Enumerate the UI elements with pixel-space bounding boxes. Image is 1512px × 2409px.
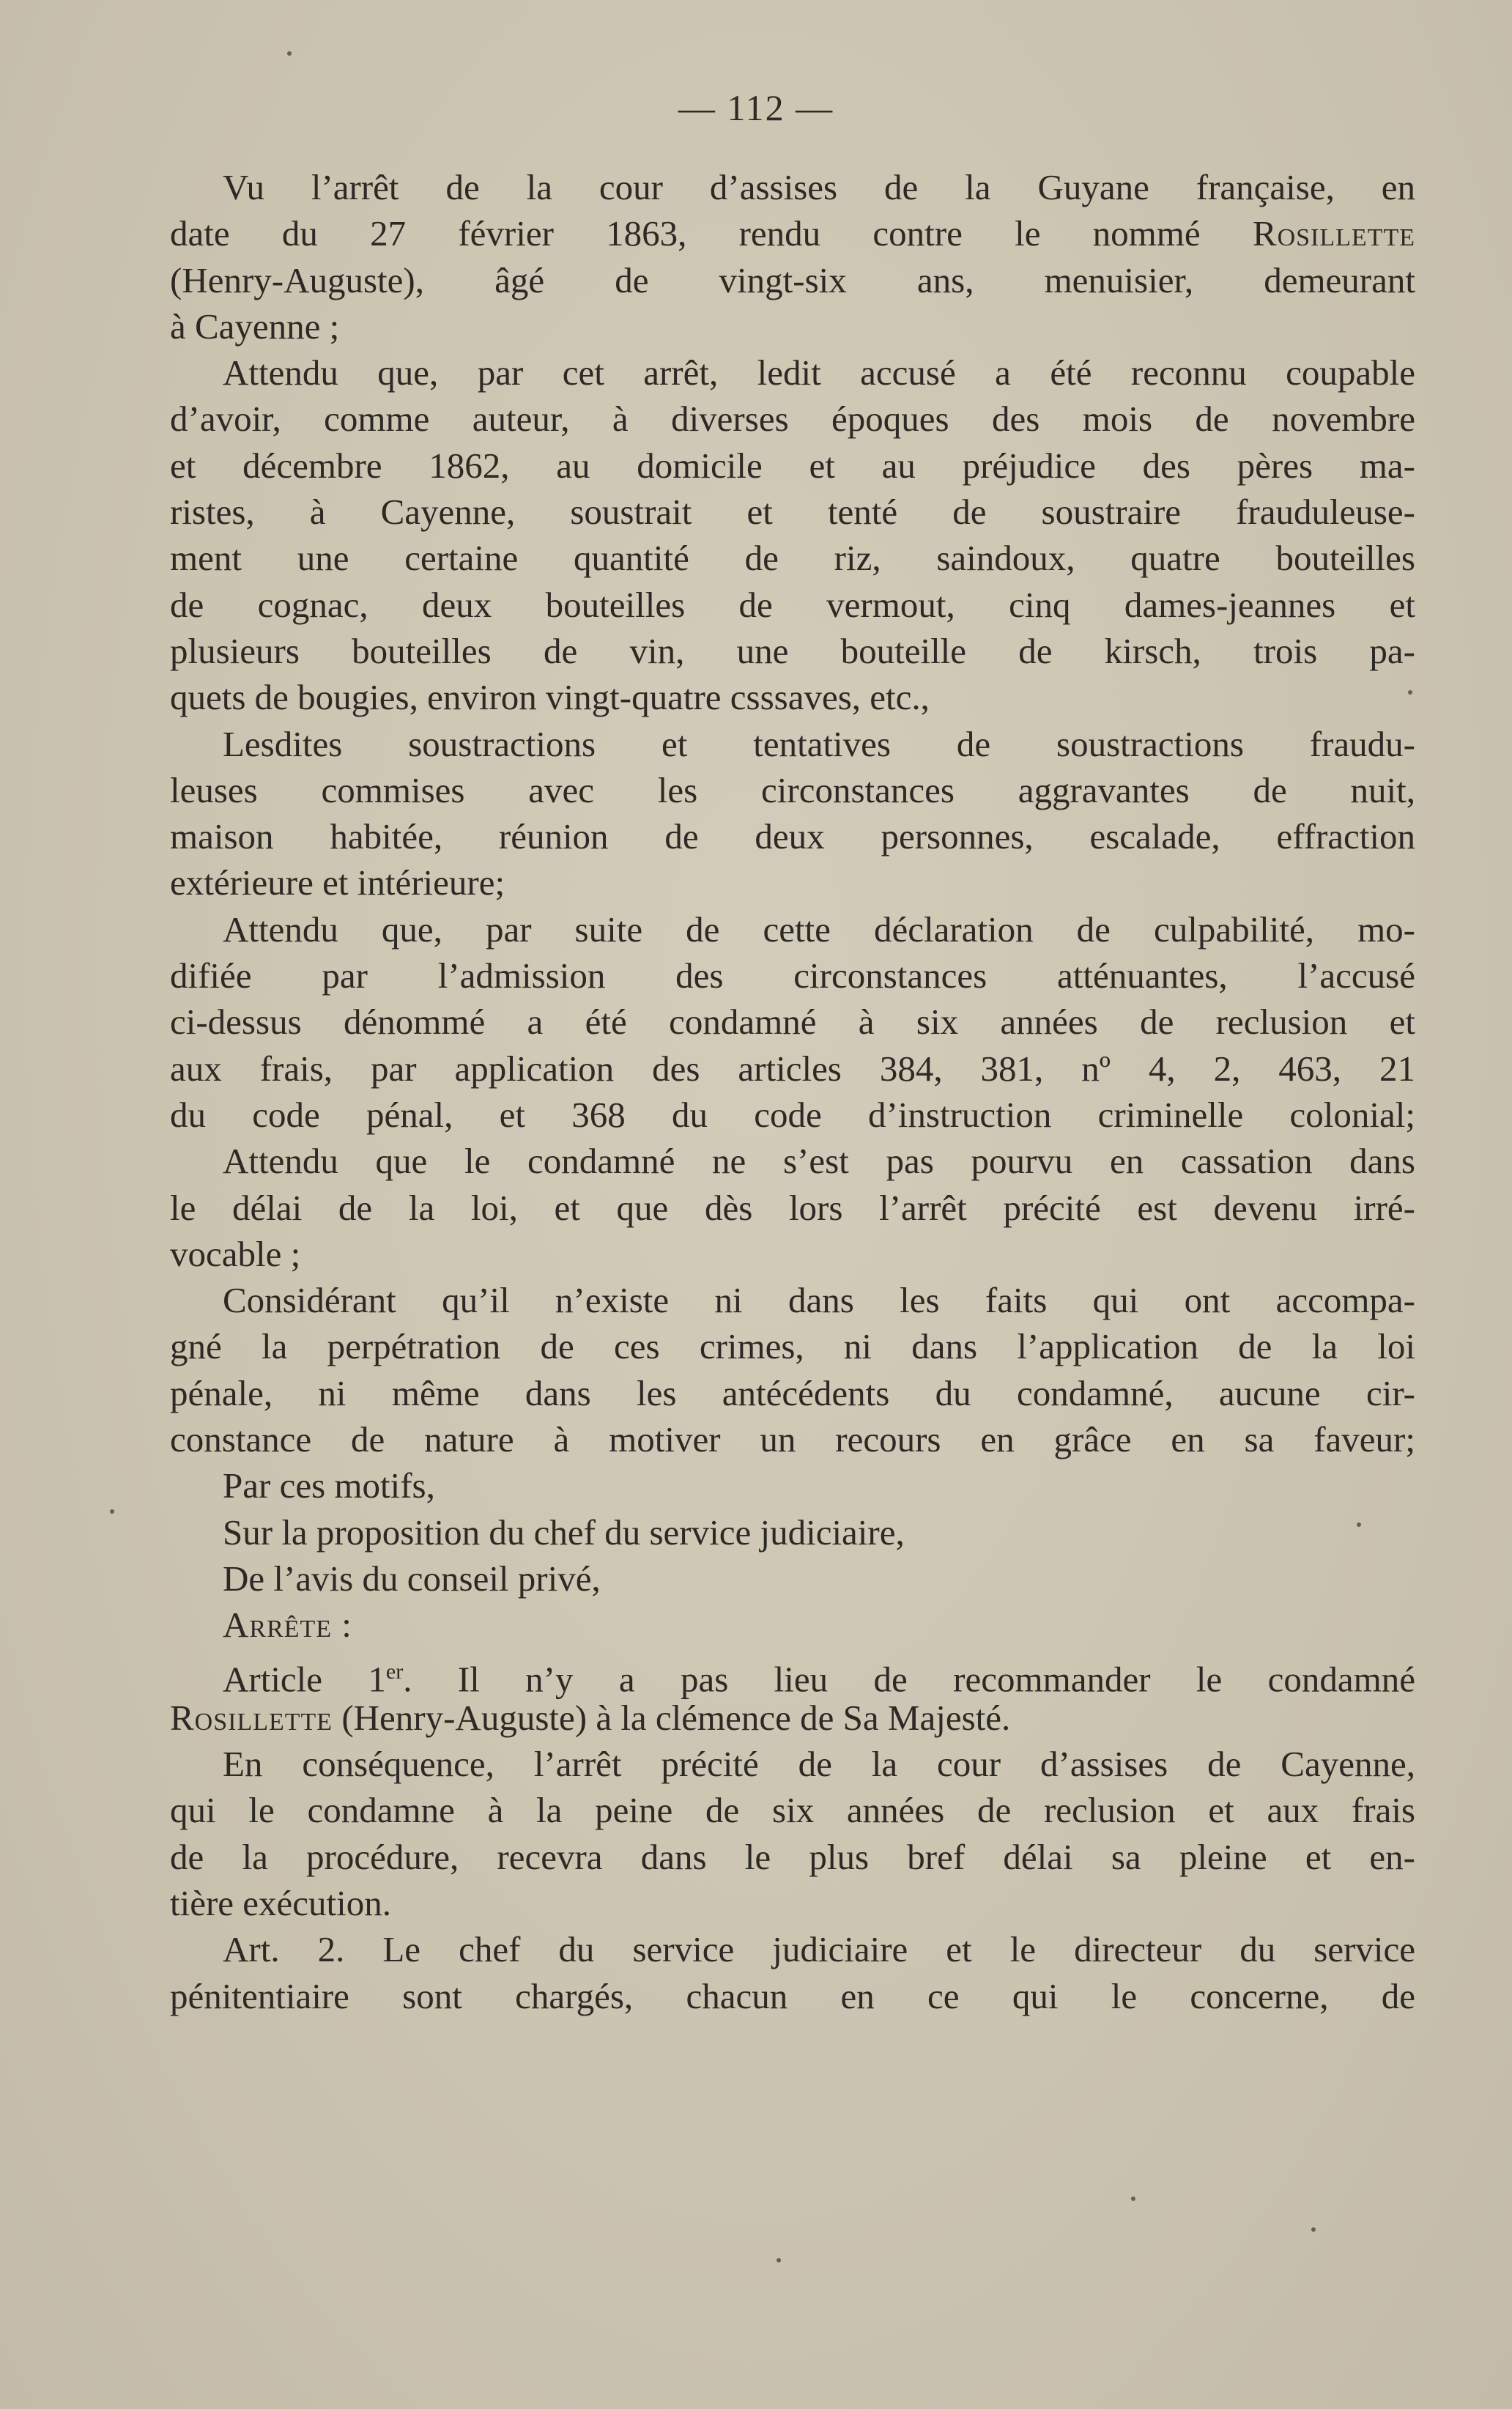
text-run: De l’avis du conseil privé,	[223, 1558, 601, 1599]
print-speck	[1408, 690, 1412, 695]
text-line	[170, 1092, 1415, 1138]
text-run: maison habitée, réunion de deux personnes, escalade, effraction	[170, 816, 1415, 857]
text-line	[170, 396, 1415, 442]
text-line	[170, 628, 1415, 674]
text-line	[170, 952, 1415, 999]
text-line	[170, 1973, 1415, 2019]
text-run: Article 1	[223, 1658, 386, 1699]
text-line	[170, 443, 1415, 489]
print-speck	[1357, 1522, 1361, 1527]
text-line	[170, 164, 1415, 210]
text-run: date du 27 février 1863, rendu contre le nommé	[170, 213, 1253, 254]
text-run: Attendu que, par suite de cette déclaration de culpabilité, mo-	[223, 909, 1415, 950]
text-line	[170, 1509, 1415, 1555]
page-number: — 112 —	[678, 87, 834, 128]
text-line	[170, 721, 1415, 767]
print-speck	[1311, 2227, 1316, 2232]
text-run: pénitentiaire sont chargés, chacun en ce qui le concerne, de	[170, 1975, 1415, 2016]
text-line	[170, 1834, 1415, 1880]
text-run: à Cayenne ;	[170, 306, 340, 347]
print-speck	[777, 2258, 781, 2262]
print-speck	[1131, 2197, 1135, 2201]
text-run: qui le condamne à la peine de six années de reclusion et aux frais	[170, 1790, 1415, 1831]
text-line	[170, 859, 1415, 906]
text-line	[170, 1787, 1415, 1833]
name-smallcaps: Arrête :	[223, 1605, 352, 1646]
text-run: (Henry-Auguste) à la clémence de Sa Majesté.	[333, 1697, 1011, 1738]
text-line	[170, 906, 1415, 952]
text-line	[170, 1462, 1415, 1509]
text-run: Sur la proposition du chef du service judiciaire,	[223, 1511, 905, 1553]
text-line	[170, 1416, 1415, 1462]
text-run: leuses commises avec les circonstances aggravantes de nuit,	[170, 769, 1415, 810]
text-run: Vu l’arrêt de la cour d’assises de la Guyane française, en	[223, 167, 1415, 207]
text-line	[170, 1926, 1415, 1972]
text-run: gné la perpétration de ces crimes, ni dans l’application de la loi	[170, 1326, 1415, 1367]
text-run: Art. 2. Le chef du service judiciaire et le directeur du service	[223, 1929, 1415, 1970]
text-run: En conséquence, l’arrêt précité de la cour d’assises de Cayenne,	[223, 1744, 1415, 1785]
name-smallcaps: Rosillette	[1252, 213, 1415, 254]
text-run: Attendu que, par cet arrêt, ledit accusé a été reconnu coupable	[223, 352, 1415, 393]
text-run: . Il n’y a pas lieu de recommander le condamné	[403, 1658, 1415, 1699]
text-run: ci-dessus dénommé a été condamné à six années de reclusion et	[170, 1002, 1415, 1043]
text-line	[170, 535, 1415, 581]
text-run: difiée par l’admission des circonstances atténuantes, l’accusé	[170, 955, 1415, 996]
text-line	[170, 999, 1415, 1045]
text-line	[170, 1648, 1415, 1699]
text-line	[170, 674, 1415, 720]
text-run: de cognac, deux bouteilles de vermout, cinq dames-jeannes et	[170, 584, 1415, 625]
text-line	[170, 1046, 1415, 1092]
print-speck	[110, 1509, 114, 1514]
text-line	[170, 1741, 1415, 1787]
text-line	[170, 1695, 1415, 1741]
text-run: du code pénal, et 368 du code d’instruction criminelle colonial;	[170, 1094, 1415, 1135]
text-run: le délai de la loi, et que dès lors l’arrêt précité est devenu irré-	[170, 1187, 1415, 1228]
name-smallcaps: Rosillette	[170, 1697, 333, 1738]
text-run: et décembre 1862, au domicile et au préjudice des pères ma-	[170, 445, 1415, 486]
text-line	[170, 1138, 1415, 1184]
text-run: de la procédure, recevra dans le plus bref délai sa pleine et en-	[170, 1836, 1415, 1877]
text-run: constance de nature à motiver un recours en grâce en sa faveur;	[170, 1419, 1415, 1460]
text-run: tière exécution.	[170, 1882, 392, 1923]
text-line	[170, 1277, 1415, 1323]
text-line	[170, 349, 1415, 396]
text-run: Considérant qu’il n’existe ni dans les faits qui ont accompa-	[223, 1280, 1415, 1321]
text-line	[170, 767, 1415, 813]
body-text	[170, 164, 1415, 2019]
print-speck	[287, 51, 292, 56]
text-run: Attendu que le condamné ne s’est pas pourvu en cassation dans	[223, 1141, 1415, 1182]
text-line	[170, 1231, 1415, 1277]
text-run: pénale, ni même dans les antécédents du condamné, aucune cir-	[170, 1372, 1415, 1413]
text-line	[170, 1323, 1415, 1369]
text-line	[170, 210, 1415, 256]
text-line	[170, 489, 1415, 535]
text-run: quets de bougies, environ vingt-quatre csssaves, etc.,	[170, 677, 930, 718]
text-run: (Henry-Auguste), âgé de vingt-six ans, menuisier, demeurant	[170, 259, 1415, 300]
text-run: ristes, à Cayenne, soustrait et tenté de soustraire frauduleuse-	[170, 492, 1415, 533]
text-line	[170, 1370, 1415, 1416]
text-line	[170, 813, 1415, 859]
text-run: aux frais, par application des articles 384, 381, nº 4, 2, 463, 21	[170, 1048, 1415, 1089]
text-line	[170, 582, 1415, 628]
text-line	[170, 257, 1415, 303]
text-run: Par ces motifs,	[223, 1465, 435, 1506]
text-line	[170, 1555, 1415, 1602]
text-line	[170, 1602, 1415, 1648]
ordinal-superscript: er	[385, 1659, 404, 1684]
text-run: Lesdites soustractions et tentatives de soustractions fraudu-	[223, 723, 1415, 764]
text-run: ment une certaine quantité de riz, saindoux, quatre bouteilles	[170, 538, 1415, 579]
text-run: d’avoir, comme auteur, à diverses époques des mois de novembre	[170, 399, 1415, 440]
text-run: vocable ;	[170, 1233, 301, 1274]
text-line	[170, 303, 1415, 349]
text-line	[170, 1880, 1415, 1926]
text-run: extérieure et intérieure;	[170, 862, 505, 903]
text-run: plusieurs bouteilles de vin, une bouteille de kirsch, trois pa-	[170, 630, 1415, 671]
text-line	[170, 1185, 1415, 1231]
